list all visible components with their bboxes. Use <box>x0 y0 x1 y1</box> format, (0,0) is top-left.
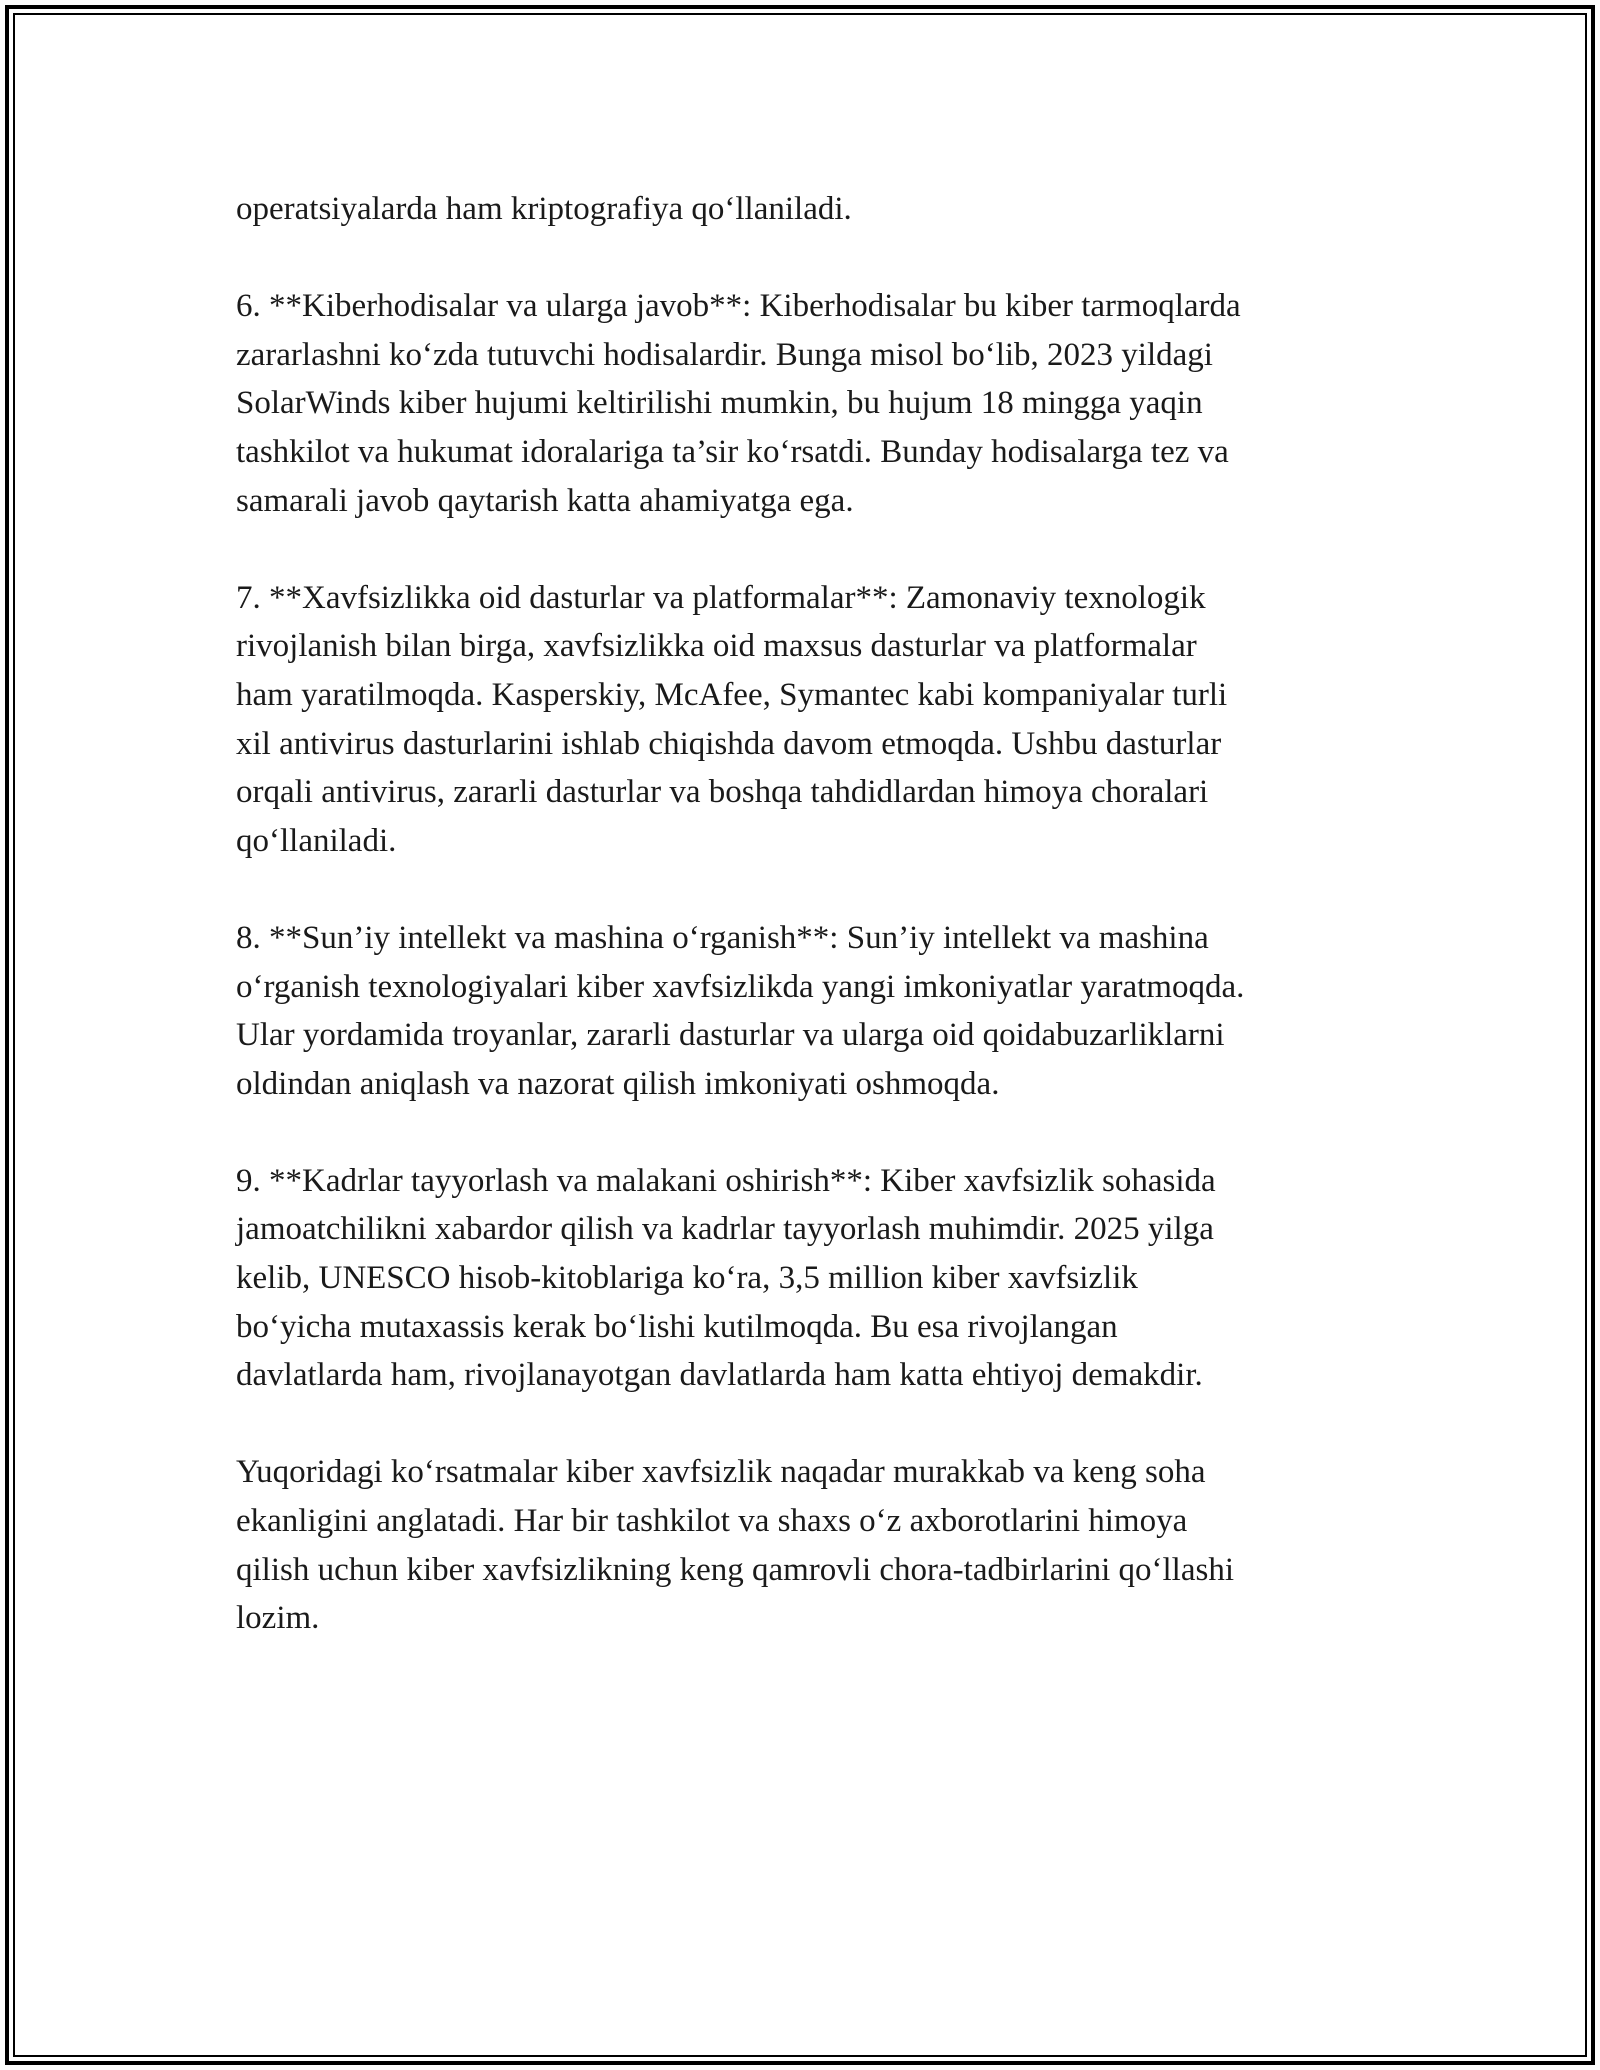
paragraph-item-7: 7. **Xavfsizlikka oid dasturlar va platformalar**: Zamonaviy texnologik rivojlanish bilan birga, xavfsizlikka oid maxsus dasturlar va platformalar ham yaratilmoqda. Kasperskiy, McAfee, Symantec kabi kompaniyalar turli xil antivirus dasturlarini ishlab chiqishda davom etmoqda. Ushbu dasturlar orqali antivirus, zararli dasturlar va boshqa tahdidlardan himoya choralari qo‘llaniladi. <box>236 579 1228 859</box>
paragraph-conclusion: Yuqoridagi ko‘rsatmalar kiber xavfsizlik naqadar murakkab va keng soha ekanligini anglatadi. Har bir tashkilot va shaxs o‘z axborotlarini himoya qilish uchun kiber xavfsizlikning keng qamrovli chora-tadbirlarini qo‘llashi lozim. <box>236 1454 1235 1637</box>
paragraph-item-8: 8. **Sun’iy intellekt va mashina o‘rganish**: Sun’iy intellekt va mashina o‘rganish texnologiyalari kiber xavfsizlikda yangi imkoniyatlar yaratmoqda. Ular yordamida troyanlar, zararli dasturlar va ularga oid qoidabuzarliklarni oldindan aniqlash va nazorat qilish imkoniyati oshmoqda. <box>236 919 1245 1102</box>
paragraph-item-9: 9. **Kadrlar tayyorlash va malakani oshirish**: Kiber xavfsizlik sohasida jamoatchilikni xabardor qilish va kadrlar tayyorlash muhimdir. 2025 yilga kelib, UNESCO hisob-kitoblariga ko‘ra, 3,5 million kiber xavfsizlik bo‘yicha mutaxassis kerak bo‘lishi kutilmoqda. Bu esa rivojlangan davlatlarda ham, rivojlanayotgan davlatlarda ham katta ehtiyoj demakdir. <box>236 1162 1216 1394</box>
document-body <box>236 185 1366 1691</box>
paragraph-continuation: operatsiyalarda ham kriptografiya qo‘llaniladi. <box>236 191 852 227</box>
paragraph-item-6: 6. **Kiberhodisalar va ularga javob**: Kiberhodisalar bu kiber tarmoqlarda zararlashni ko‘zda tutuvchi hodisalardir. Bunga misol bo‘lib, 2023 yildagi SolarWinds kiber hujumi keltirilishi mumkin, bu hujum 18 mingga yaqin tashkilot va hukumat idoralariga ta’sir ko‘rsatdi. Bunday hodisalarga tez va samarali javob qaytarish katta ahamiyatga ega. <box>236 288 1241 519</box>
